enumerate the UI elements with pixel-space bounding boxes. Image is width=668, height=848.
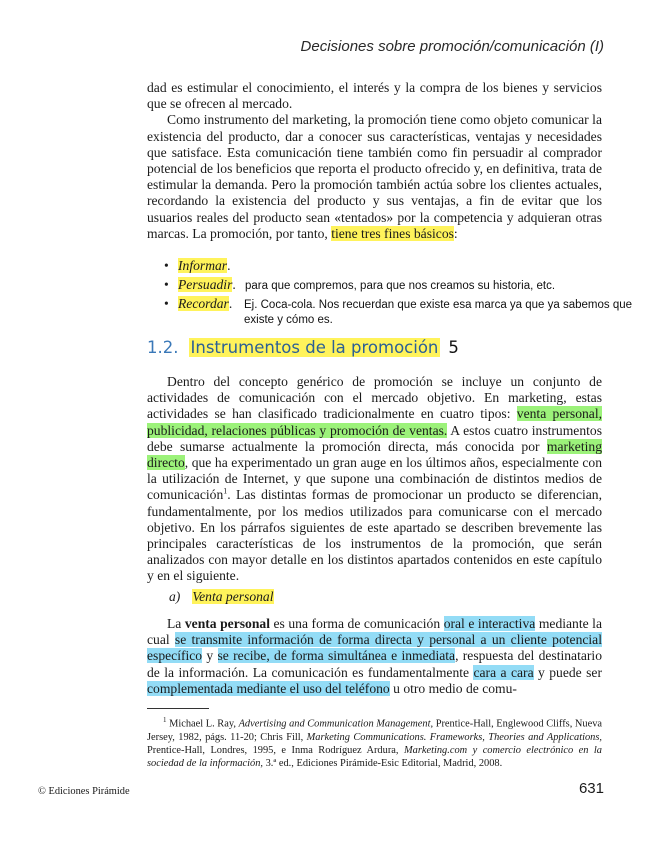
page-number: 631: [578, 780, 604, 797]
section-title: Instrumentos de la promoción: [190, 338, 439, 357]
paragraph-venta-personal: [147, 616, 602, 697]
intro-paragraphs: [147, 80, 602, 242]
instruments-paragraph: [147, 374, 602, 585]
paragraph-text: es una forma de comunicación: [269, 616, 444, 631]
running-head: Decisiones sobre promoción/comunicación (I): [300, 38, 604, 55]
paragraph-continuation: dad es estimular el conocimiento, el interés y la compra de los bienes y servicios que se ofrecen al mercado.: [147, 80, 602, 112]
subsection-title: Venta personal: [192, 589, 274, 604]
highlight-transmite: se transmite información de forma directa y personal a un cliente potencial específico: [147, 632, 602, 664]
footnote-title: Marketing.com y comercio electrónico en la sociedad de la información,: [147, 744, 602, 770]
paragraph-text: A estos cuatro instrumentos debe sumarse actualmente la promoción directa, más conocida por: [147, 422, 602, 454]
highlight-recibe: se recibe, de forma simultánea e inmediata: [217, 648, 456, 664]
footnote-part: Prentice-Hall, Londres, 1995, e Inma Rodríguez Ardura,: [147, 744, 404, 756]
copyright: © Ediciones Pirámide: [38, 786, 130, 797]
list-item-informar: [164, 258, 644, 277]
highlight-three-aims: tiene tres fines básicos: [331, 225, 454, 241]
note-recordar: Ej. Coca-cola. Nos recuerdan que existe esa marca ya que ya sabemos que existe y cómo es.: [244, 299, 633, 326]
highlight-oral: oral e interactiva: [443, 616, 536, 631]
bold-term: venta personal: [184, 616, 270, 631]
section-number: 1.2.: [147, 338, 179, 357]
footnote-ref[interactable]: 1: [223, 486, 228, 496]
section-heading: [147, 338, 459, 362]
highlight-telefono: complementada mediante el uso del teléfono: [147, 680, 390, 696]
paragraph-text: La: [167, 616, 185, 631]
subsection-heading: [169, 589, 274, 605]
footnote-divider: [147, 708, 209, 709]
footnote-title: Marketing Communications. Frameworks, Theories and Applications,: [306, 731, 603, 743]
footnote-part: 3.ª ed., Ediciones Pirámide-Esic Editorial, Madrid, 2008.: [263, 758, 503, 770]
paragraph-text: u otro medio de comu-: [389, 680, 517, 696]
note-persuadir: para que compremos, para que nos creamos su historia, etc.: [245, 280, 556, 292]
footnote-title: Advertising and Communication Management,: [238, 718, 434, 730]
term-persuadir: Persuadir: [178, 277, 233, 292]
footnote-text: [147, 714, 602, 770]
paragraph-colon: :: [453, 225, 458, 241]
highlight-four-types: venta personal, publicidad, relaciones públicas y promoción de ventas.: [147, 406, 602, 438]
handwritten-annotation: 5: [448, 338, 459, 357]
highlight-cara-a-cara: cara a cara: [473, 664, 534, 680]
paragraph-text: y: [202, 648, 218, 664]
paragraph-text: . Las distintas formas de promocionar un producto se diferencian, fundamentalmente, por los medios utilizados para comunicarse con el mercado objetivo. En los párrafos siguientes de este apartado se describen brevemente las principales características de los instrumentos de la promoción, que serán analizados con mayor detalle en los distintos apartados contenidos en este capítulo y en el siguiente.: [147, 487, 602, 584]
paragraph-text: y puede ser: [533, 664, 602, 680]
paragraph-text: Dentro del concepto genérico de promoción se incluye un conjunto de actividades de comunicación con el mercado objetivo. En marketing, estas actividades se han clasificado tradicionalmente en cuatro tipos:: [147, 374, 602, 422]
paragraph-text: Como instrumento del marketing, la promoción tiene como objeto comunicar la existencia del producto, dar a conocer sus características, ventajas y necesidades que satisface. Esta comunicación tiene también como fin persuadir al comprador potencial de los beneficios que reporta el producto ofrecido y, en definitiva, trata de estimular la demanda. Pero la promoción también actúa sobre los clientes actuales, recordando la existencia del producto y sus ventajas, a fin de evitar que los usuarios reales del producto sean «tentados» por la competencia y adquieran otras marcas. La promoción, por tanto,: [147, 112, 602, 241]
venta-personal-paragraph: [147, 616, 602, 697]
paragraph-text: , que ha experimentado un gran auge en los últimos años, especialmente con la utilización de Internet, y que supone una combinación de distintos medios de comunicación: [147, 455, 602, 503]
highlight-marketing-directo: marketing directo: [147, 438, 602, 471]
subsection-letter: a): [169, 589, 181, 604]
list-punct: .: [228, 296, 233, 311]
term-recordar: Recordar: [178, 296, 229, 311]
paragraph-text: , respuesta del destinatario de la información. La comunicación es fundamentalmente: [147, 648, 602, 680]
term-informar: Informar: [178, 258, 228, 273]
paragraph-text: mediante la cual: [147, 616, 602, 648]
footnote-part: Prentice-Hall, Englewood Cliffs, Nueva Jersey, 1982, págs. 11-20; Chris Fill,: [147, 718, 603, 743]
list-punct: .: [227, 258, 231, 273]
paragraph-instruments: [147, 374, 602, 585]
footnote-mark: 1: [163, 716, 167, 724]
footnote: [147, 714, 602, 770]
paragraph-promotion-purpose: [147, 112, 602, 242]
footnote-part: Michael L. Ray,: [166, 718, 239, 730]
list-punct: .: [232, 277, 236, 292]
